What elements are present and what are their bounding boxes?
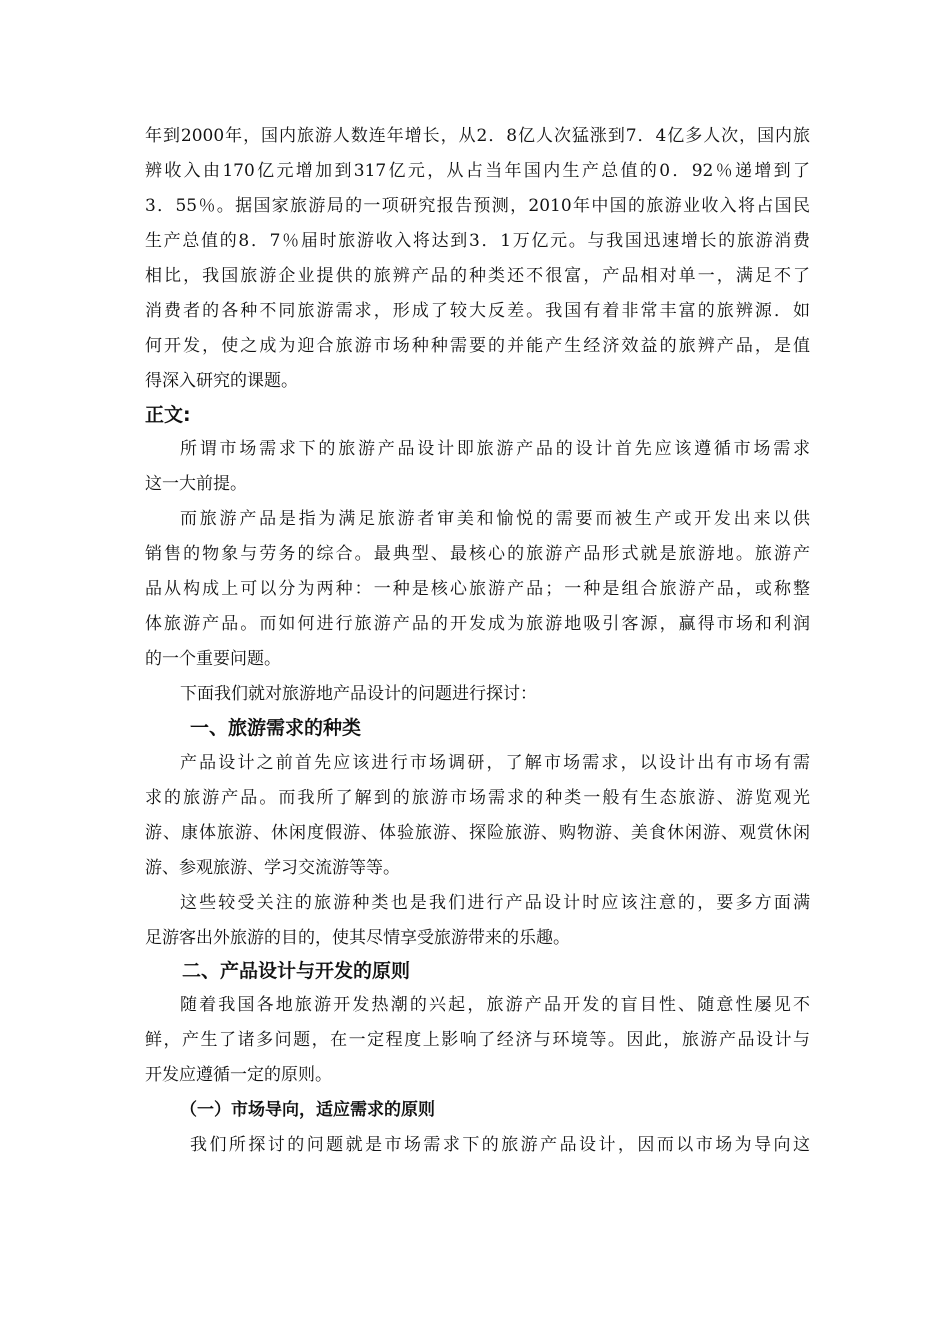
paragraph-line: 销售的物象与劳务的综合。最典型、最核心的旅游产品形式就是旅游地。旅游产 — [145, 544, 810, 564]
paragraph-line: 这一大前提。 — [145, 474, 247, 494]
paragraph-line: 鲜，产生了诸多问题，在一定程度上影响了经济与环境等。因此，旅游产品设计与 — [145, 1030, 810, 1050]
intro-line: 年到2000年，国内旅游人数连年增长，从2．8亿人次猛涨到7．4亿多人次，国内旅 — [145, 126, 810, 146]
paragraph-line: 下面我们就对旅游地产品设计的问题进行探讨： — [180, 684, 537, 704]
intro-line: 消费者的各种不同旅游需求，形成了较大反差。我国有着非常丰富的旅辨源．如 — [145, 301, 810, 321]
paragraph-line: 体旅游产品。而如何进行旅游产品的开发成为旅游地吸引客源，赢得市场和利润 — [145, 614, 810, 634]
paragraph-line: 求的旅游产品。而我所了解到的旅游市场需求的种类一般有生态旅游、游览观光 — [145, 788, 810, 808]
paragraph-line: 随着我国各地旅游开发热潮的兴起，旅游产品开发的盲目性、随意性屡见不 — [180, 995, 810, 1015]
paragraph-line: 的一个重要问题。 — [145, 649, 281, 669]
intro-line: 辨收入由170亿元增加到317亿元，从占当年国内生产总值的0．92％递增到了 — [145, 161, 810, 181]
section-heading: 一、旅游需求的种类 — [190, 717, 362, 739]
paragraph-line: 品从构成上可以分为两种：一种是核心旅游产品；一种是组合旅游产品，或称整 — [145, 579, 810, 599]
section-heading: 二、产品设计与开发的原则 — [182, 960, 411, 982]
intro-line: 得深入研究的课题。 — [145, 371, 298, 391]
paragraph-line: 产品设计之前首先应该进行市场调研，了解市场需求，以设计出有市场有需 — [180, 753, 810, 773]
paragraph-line: 所谓市场需求下的旅游产品设计即旅游产品的设计首先应该遵循市场需求 — [180, 439, 810, 459]
paragraph-line: 足游客出外旅游的目的，使其尽情享受旅游带来的乐趣。 — [145, 928, 570, 948]
intro-line: 生产总值的8．7％届时旅游收入将达到3．1万亿元。与我国迅速增长的旅游消费 — [145, 231, 810, 251]
main-text-heading: 正文: — [145, 404, 191, 426]
paragraph-line: 我们所探讨的问题就是市场需求下的旅游产品设计，因而以市场为导向这 — [190, 1135, 810, 1155]
paragraph-line: 游、参观旅游、学习交流游等等。 — [145, 858, 400, 878]
intro-line: 何开发，使之成为迎合旅游市场种种需要的并能产生经济效益的旅辨产品，是值 — [145, 336, 810, 356]
paragraph-line: 开发应遵循一定的原则。 — [145, 1065, 332, 1085]
intro-line: 3．55％。据国家旅游局的一项研究报告预测，2010年中国的旅游业收入将占国民 — [145, 196, 810, 216]
paragraph-line: 游、康体旅游、休闲度假游、体验旅游、探险旅游、购物游、美食休闲游、观赏休闲 — [145, 823, 810, 843]
subsection-heading: （一）市场导向，适应需求的原则 — [180, 1100, 435, 1120]
paragraph-line: 而旅游产品是指为满足旅游者审美和愉悦的需要而被生产或开发出来以供 — [180, 509, 810, 529]
intro-line: 相比，我国旅游企业提供的旅辨产品的种类还不很富，产品相对单一，满足不了 — [145, 266, 810, 286]
paragraph-line: 这些较受关注的旅游种类也是我们进行产品设计时应该注意的，要多方面满 — [180, 893, 810, 913]
